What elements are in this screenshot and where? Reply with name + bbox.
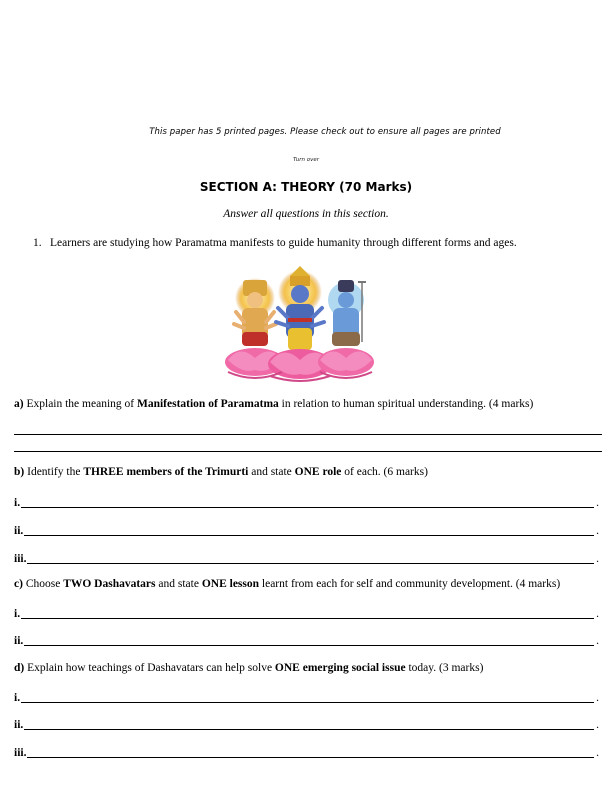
vishnu-figure — [276, 266, 324, 350]
line-end: . — [596, 692, 599, 704]
part-b-question — [14, 466, 428, 478]
part-a-label: a) — [14, 398, 24, 410]
answer-line-b-iii[interactable] — [14, 552, 602, 566]
part-a-bold: Manifestation of Paramatma — [136, 398, 279, 410]
line-end: . — [596, 553, 599, 565]
line-label: iii. — [14, 747, 27, 759]
line-label: ii. — [14, 719, 24, 731]
part-a-question — [14, 398, 533, 410]
printed-pages-notice: This paper has 5 printed pages. Please check out to ensure all pages are printed — [149, 127, 501, 137]
part-b-bold-1: THREE members of the Trimurti — [83, 466, 249, 478]
part-c-bold-2: ONE lesson — [201, 578, 260, 590]
part-c-text-2: and state — [155, 578, 202, 590]
answer-line-b-i[interactable] — [14, 496, 602, 510]
part-c-question — [14, 578, 560, 590]
line-end: . — [596, 719, 599, 731]
shiva-figure — [328, 280, 366, 346]
part-b-text: Identify the — [24, 466, 84, 478]
line-label: i. — [14, 608, 21, 620]
part-c-bold-1: TWO Dashavatars — [63, 578, 156, 590]
part-b-text-3: of each. (6 marks) — [341, 466, 428, 478]
answer-line-b-ii[interactable] — [14, 524, 602, 538]
line-label: ii. — [14, 525, 24, 537]
line-label: ii. — [14, 635, 24, 647]
line-label: i. — [14, 692, 21, 704]
question-number: 1. — [33, 237, 42, 249]
part-b-label: b) — [14, 466, 25, 478]
answer-line-d-ii[interactable] — [14, 718, 602, 732]
part-c-label: c) — [14, 578, 23, 590]
section-title: SECTION A: THEORY (70 Marks) — [199, 180, 413, 194]
part-c-text: Choose — [22, 578, 64, 590]
answer-line-d-iii[interactable] — [14, 746, 602, 760]
answer-line[interactable] — [14, 434, 602, 435]
turn-over-note: Turn over — [292, 157, 320, 163]
part-d-question — [14, 662, 483, 674]
line-end: . — [596, 635, 599, 647]
line-end: . — [596, 525, 599, 537]
part-d-text-2: today. (3 marks) — [405, 662, 484, 674]
part-a-text: Explain the meaning of — [23, 398, 137, 410]
answer-line[interactable] — [14, 451, 602, 452]
part-d-label: d) — [14, 662, 25, 674]
answer-line-c-i[interactable] — [14, 607, 602, 621]
part-b-bold-2: ONE role — [294, 466, 342, 478]
line-end: . — [596, 497, 599, 509]
line-end: . — [596, 608, 599, 620]
section-instruction: Answer all questions in this section. — [223, 208, 389, 220]
question-stem: Learners are studying how Paramatma manifests to guide humanity through different forms and ages. — [50, 237, 517, 249]
trimurti-illustration — [218, 262, 378, 386]
brahma-figure — [234, 278, 276, 346]
part-c-text-3: learnt from each for self and community development. (4 marks) — [259, 578, 561, 590]
line-label: iii. — [14, 553, 27, 565]
part-d-bold-1: ONE emerging social issue — [274, 662, 406, 674]
part-d-text: Explain how teachings of Dashavatars can help solve — [24, 662, 275, 674]
answer-line-c-ii[interactable] — [14, 634, 602, 648]
question-1 — [33, 237, 517, 249]
lotus-flowers — [225, 348, 374, 381]
line-label: i. — [14, 497, 21, 509]
line-end: . — [596, 747, 599, 759]
answer-line-d-i[interactable] — [14, 691, 602, 705]
part-a-text-end: in relation to human spiritual understanding. (4 marks) — [278, 398, 534, 410]
part-b-text-2: and state — [248, 466, 295, 478]
